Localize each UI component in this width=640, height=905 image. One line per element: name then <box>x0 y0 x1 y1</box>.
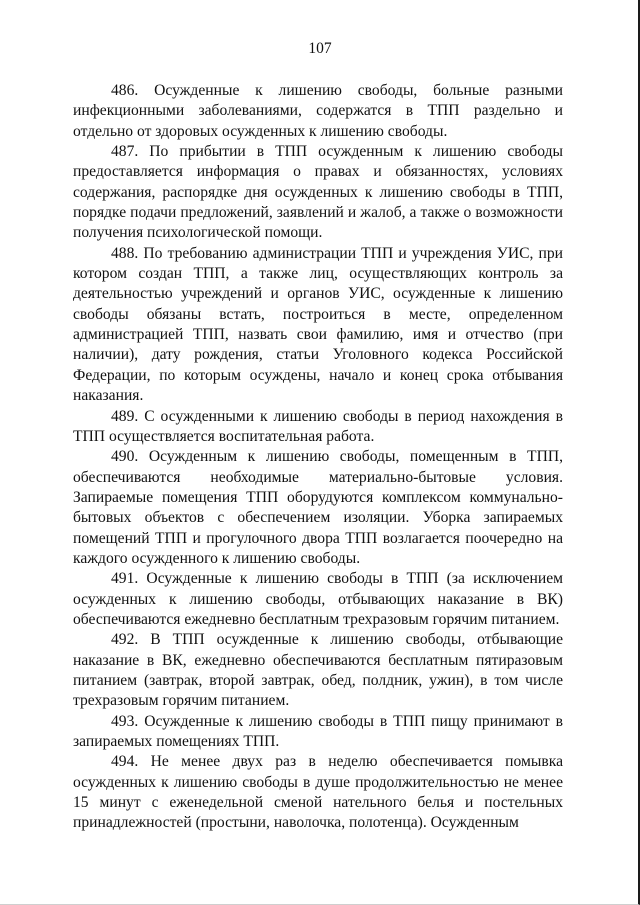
paragraph-494: 494. Не менее двух раз в неделю обеспечивается помывка осужденных к лишению свободы в душе продолжительностью не менее 15 минут с еженедельной сменой нательного белья и постельных принадлежностей (простыни, наволочка, полотенца). Осужденным <box>73 753 563 832</box>
paragraph-490: 490. Осужденным к лишению свободы, помещенным в ТПП, обеспечиваются необходимые материально-бытовые условия. Запираемые помещения ТПП оборудуются комплексом коммунально-бытовых объектов с обеспечением изоляции. Уборка запираемых помещений ТПП и прогулочного двора ТПП возлагается поочередно на каждого осужденного к лишению свободы. <box>73 448 563 567</box>
paragraph-487: 487. По прибытии в ТПП осужденным к лишению свободы предоставляется информация о правах и обязанностях, условиях содержания, распорядке дня осужденных к лишению свободы в ТПП, порядке подачи предложений, заявлений и жалоб, а также о возможности получения психологической помощи. <box>73 143 563 242</box>
paragraph-493: 493. Осужденные к лишению свободы в ТПП пищу принимают в запираемых помещениях ТПП. <box>73 712 563 750</box>
paragraph-486: 486. Осужденные к лишению свободы, больные разными инфекционными заболеваниями, содержатся в ТПП раздельно и отдельно от здоровых осужденных к лишению свободы. <box>73 82 563 140</box>
paragraph-492: 492. В ТПП осужденные к лишению свободы, отбывающие наказание в ВК, ежедневно обеспечиваются бесплатным пятиразовым питанием (завтрак, второй завтрак, обед, полдник, ужин), в том числе трехразовым горячим питанием. <box>73 631 563 710</box>
paragraph-488: 488. По требованию администрации ТПП и учреждения УИС, при котором создан ТПП, а также лиц, осуществляющих контроль за деятельностью учреждений и органов УИС, осужденные к лишению свободы обязаны встать, построиться в месте, определенном администрацией ТПП, назвать свои фамилию, имя и отчество (при наличии), дату рождения, статьи Уголовного кодекса Российской Федерации, по которым осуждены, начало и конец срока отбывания наказания. <box>73 244 563 405</box>
document-body <box>73 81 563 834</box>
page-number: 107 <box>308 40 332 57</box>
paragraph-491: 491. Осужденные к лишению свободы в ТПП (за исключением осужденных к лишению свободы, отбывающих наказание в ВК) обеспечиваются ежедневно бесплатным трехразовым горячим питанием. <box>73 570 563 628</box>
paragraph-489: 489. С осужденными к лишению свободы в период нахождения в ТПП осуществляется воспитательная работа. <box>73 407 563 445</box>
